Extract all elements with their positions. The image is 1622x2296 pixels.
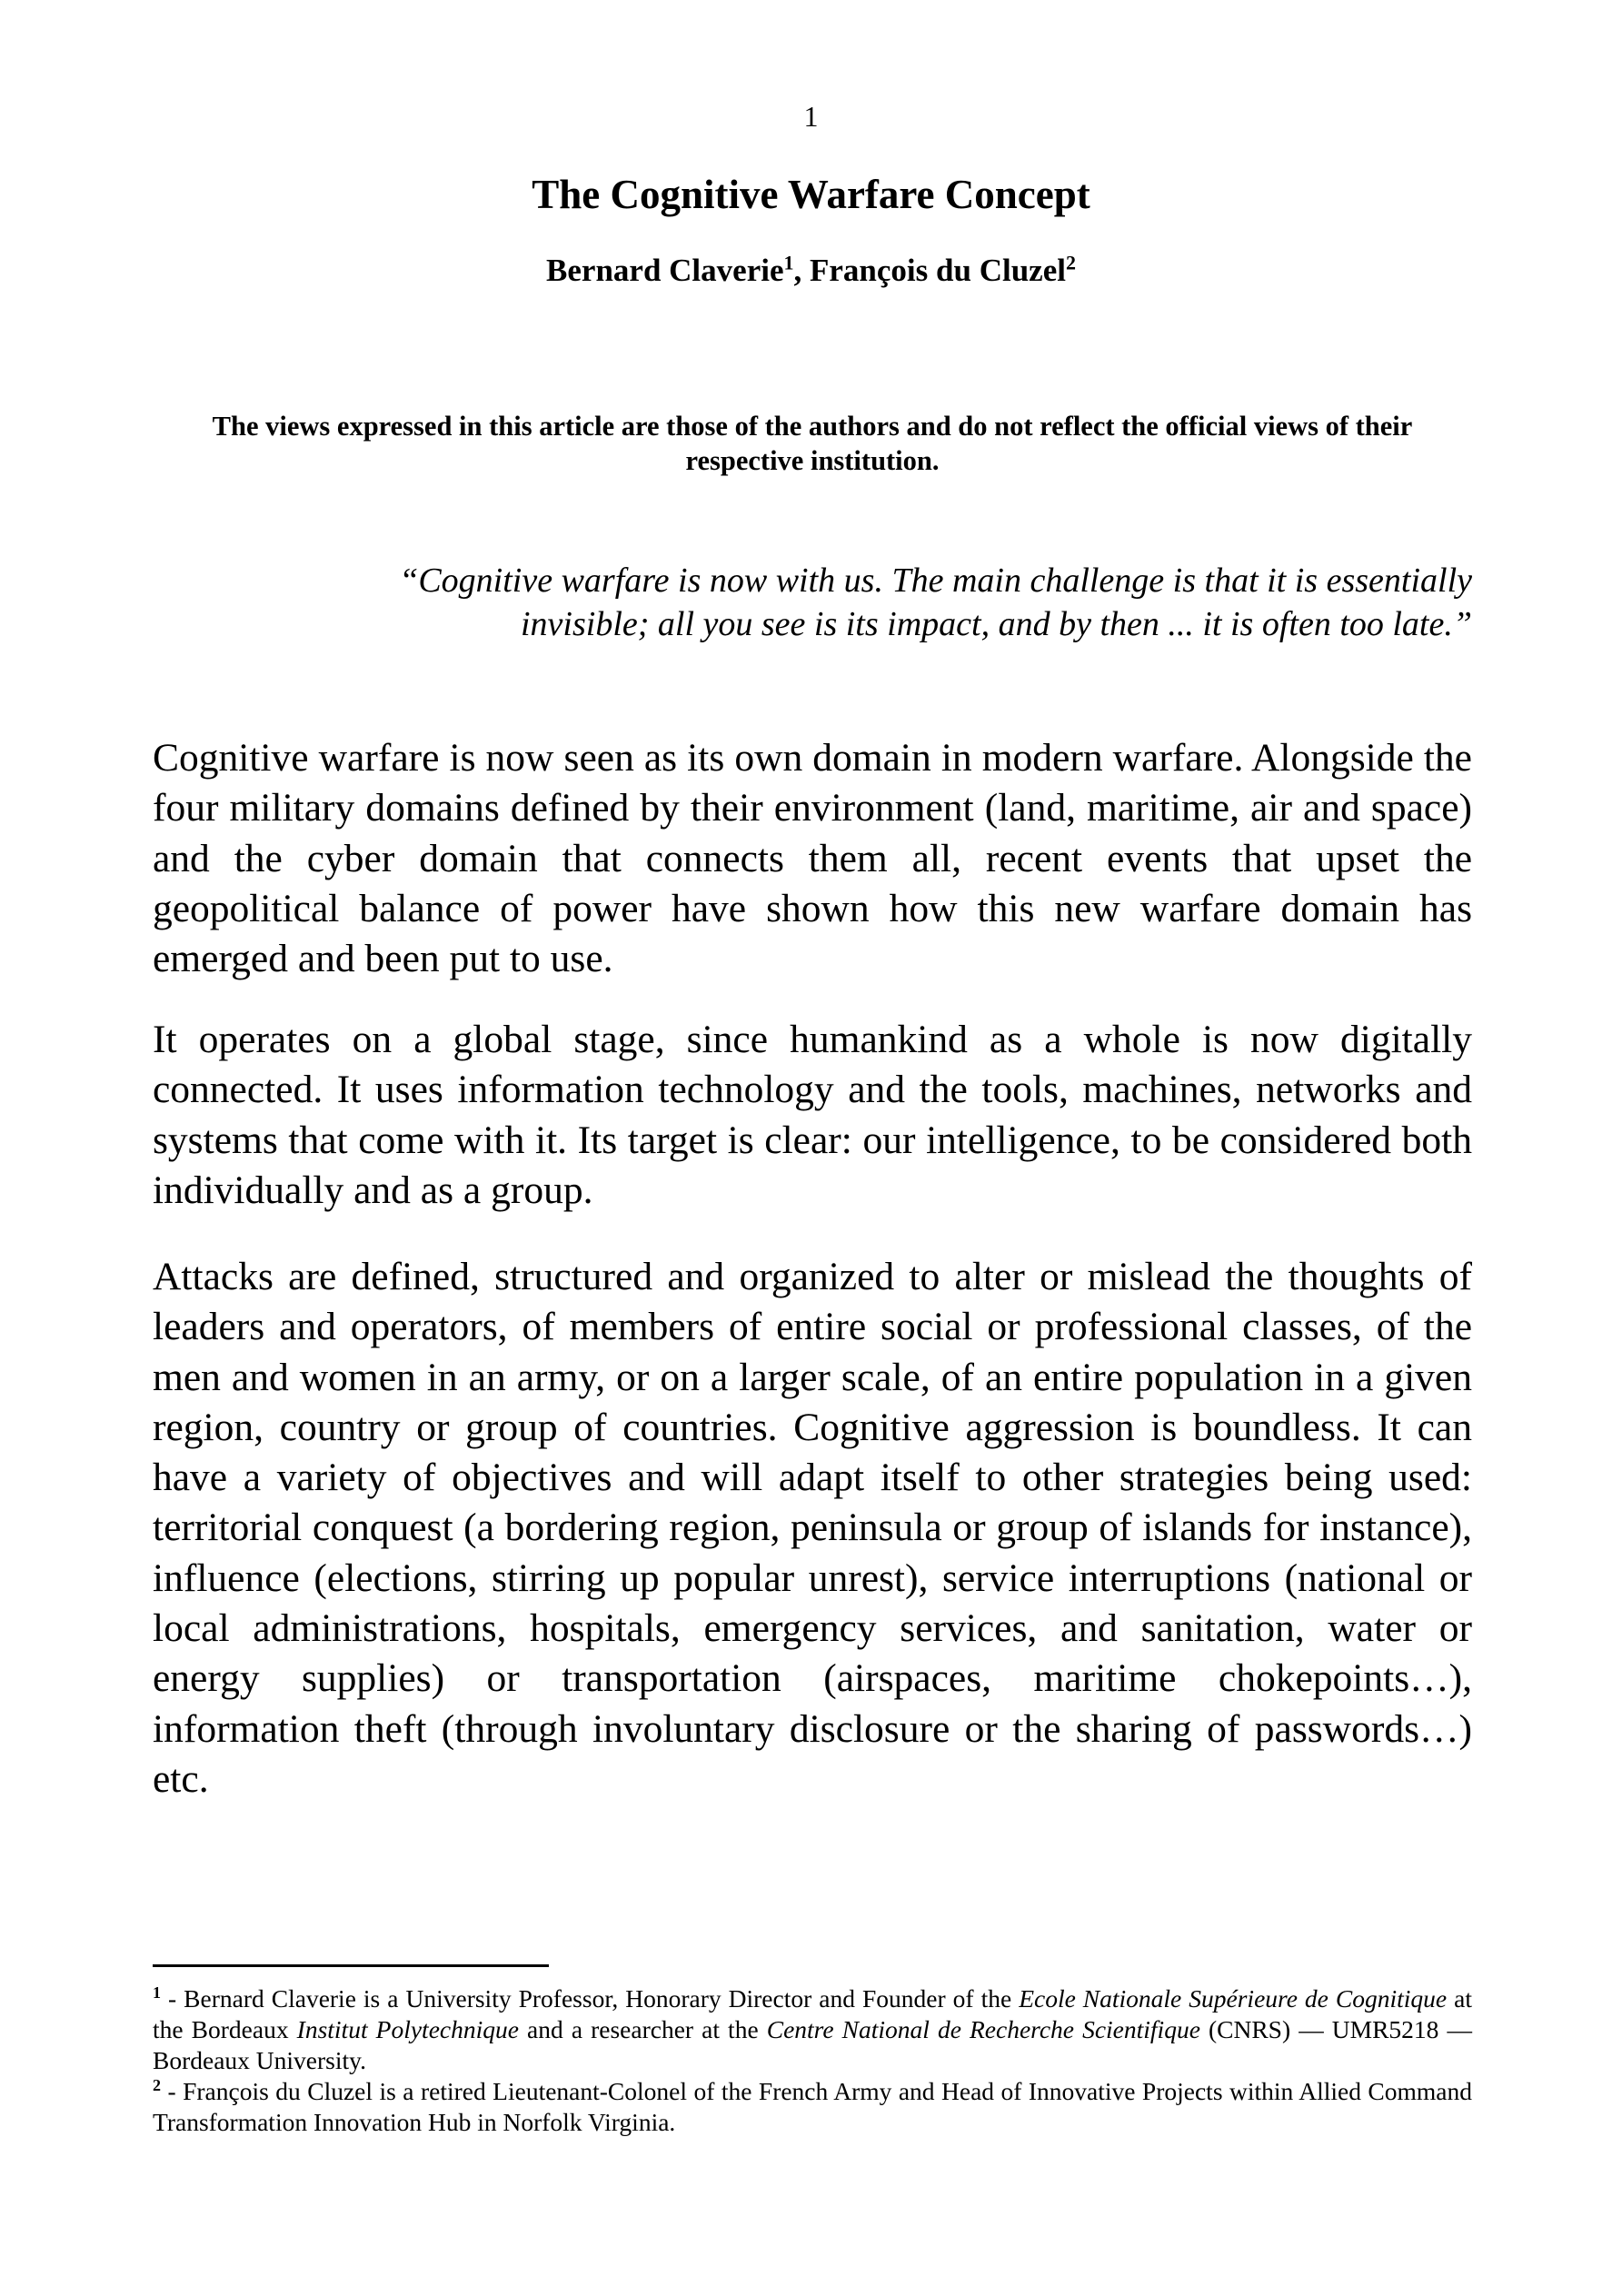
footnote-text: - François du Cluzel is a retired Lieutenant-Colonel of the French Army and Head of Innovative Projects within Allied Command Transformation Innovation Hub in Norfolk Virginia. xyxy=(153,2077,1472,2136)
body-paragraph: Cognitive warfare is now seen as its own domain in modern warfare. Alongside the four military domains defined by their environment (land, maritime, air and space) and the cyber domain that connects them all, recent events that upset the geopolitical balance of power have shown how this new warfare domain has emerged and been put to use. xyxy=(153,736,1472,981)
article-title: The Cognitive Warfare Concept xyxy=(532,172,1090,217)
author-name: Bernard Claverie xyxy=(546,253,784,288)
footnotes xyxy=(153,1983,1472,2138)
footnote-2 xyxy=(153,2076,1472,2138)
footnote-reference[interactable]: 2 xyxy=(1065,251,1076,274)
body-paragraph: Attacks are defined, structured and organized to alter or mislead the thoughts of leaders and operators, of members of entire social or professional classes, of the men and women in an army, or on a larger scale, of an entire population in a given region, country or group of countries. Cognitive aggression is boundless. It can have a variety of objectives and will adapt itself to other strategies being used: territorial conquest (a bordering region, peninsula or group of islands for instance), influence (elections, stirring up popular unrest), service interruptions (national or local administrations, hospitals, emergency services, and sanitation, water or energy supplies) or transportation (airspaces, maritime chokepoints…), information theft (through involuntary disclosure or the sharing of passwords…) etc. xyxy=(153,1255,1472,1801)
footnote-text: at the Bordeaux xyxy=(153,1984,1472,2043)
author-separator: , xyxy=(793,253,810,288)
footnote-marker: 2 xyxy=(153,2075,161,2094)
page-number: 1 xyxy=(803,100,819,133)
epigraph-quote xyxy=(264,559,1472,646)
epigraph-line: invisible; all you see is its impact, and by then ... it is often too late.” xyxy=(521,605,1472,643)
footnote-separator xyxy=(153,1964,549,1967)
author-name: François du Cluzel xyxy=(810,253,1066,288)
institution-name: Ecole Nationale Supérieure de Cognitique xyxy=(1019,1984,1448,2013)
body-paragraph: It operates on a global stage, since humankind as a whole is now digitally connected. It uses information technology and the tools, machines, networks and systems that come with it. Its target is clear: our intelligence, to be considered both individually and as a group. xyxy=(153,1018,1472,1212)
footnote-text: - Bernard Claverie is a University Professor, Honorary Director and Founder of the xyxy=(161,1984,1020,2013)
author-line xyxy=(0,251,1622,291)
footnote-1 xyxy=(153,1983,1472,2076)
disclaimer: The views expressed in this article are those of the authors and do not reflect the official views of their respective institution. xyxy=(212,411,1413,476)
footnote-marker: 1 xyxy=(153,1983,161,2002)
epigraph-line: “Cognitive warfare is now with us. The main challenge is that it is essentially xyxy=(399,562,1472,600)
footnote-reference[interactable]: 1 xyxy=(783,251,794,274)
institution-name: Centre National de Recherche Scientifique xyxy=(766,2015,1200,2043)
institution-name: Institut Polytechnique xyxy=(296,2015,519,2043)
footnote-text: (CNRS) — UMR5218 — Bordeaux University. xyxy=(153,2015,1473,2074)
footnote-text: and a researcher at the xyxy=(518,2015,767,2043)
